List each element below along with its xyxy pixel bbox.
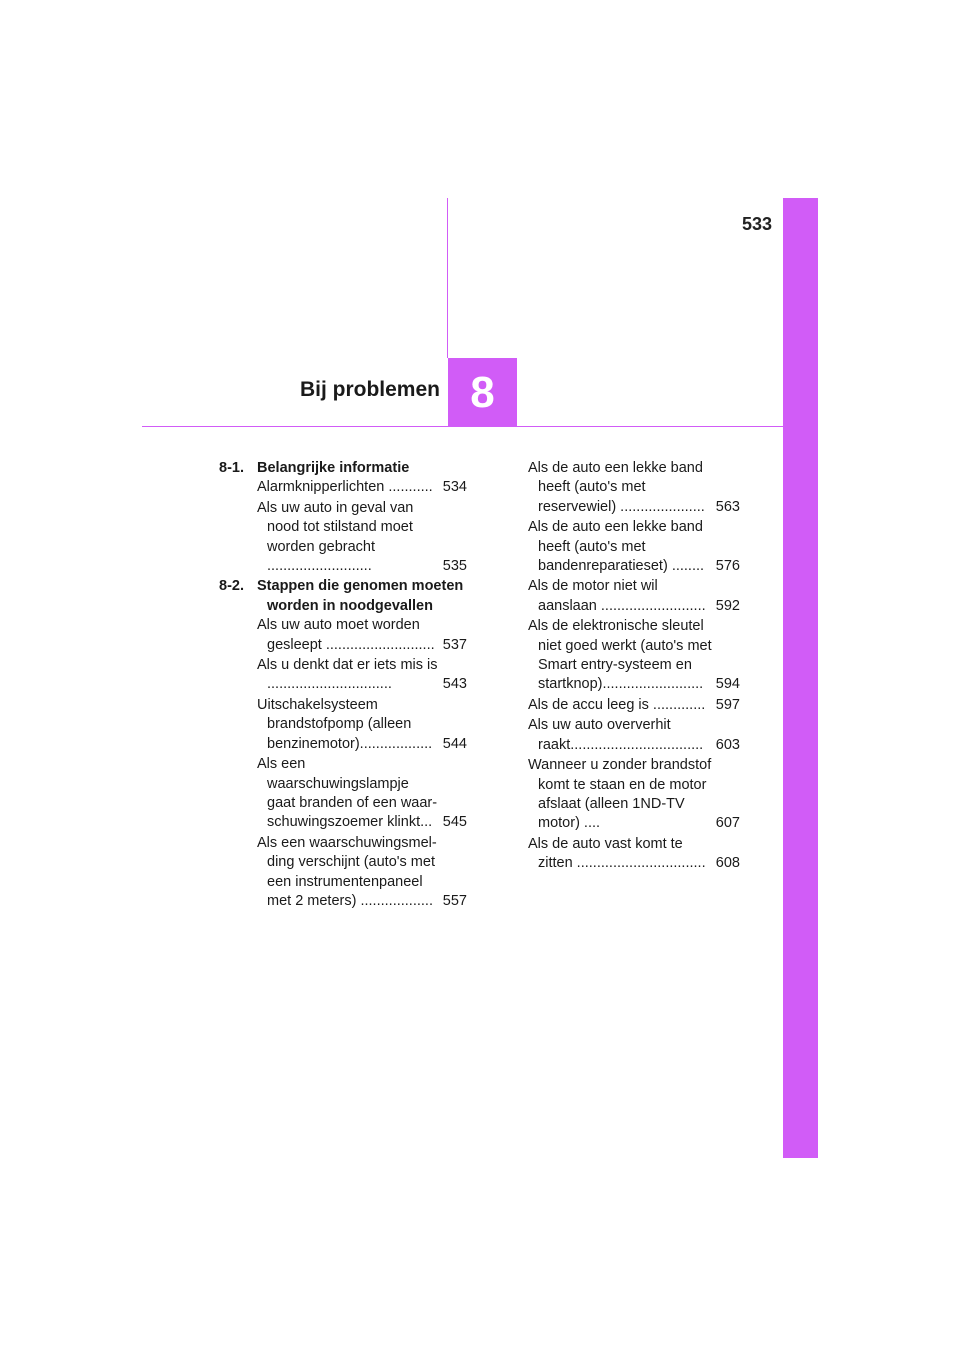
toc-entry-page: 592 [715,597,740,614]
chapter-thumb-tab [783,198,818,1158]
toc-entry-page: 607 [715,815,740,832]
page-number: 533 [741,214,772,234]
toc-entry-text: Als de auto een lekke band heeft (auto's met reservewiel) ..................... [528,460,705,515]
toc-right-column [528,459,740,875]
toc-entry-page: 544 [442,735,467,752]
toc-entry[interactable] [257,755,467,833]
toc-entry[interactable] [257,656,467,695]
chapter-number: 8 [470,367,495,417]
toc-entry[interactable] [528,577,740,616]
toc-entry[interactable] [257,499,467,577]
toc-entry-text: Uitschakelsysteem brandstofpomp (alleen benzinemotor).................. [257,696,433,752]
toc-entry-page: 545 [442,814,467,831]
toc-entry[interactable] [528,518,740,576]
toc-entry-text: Alarmknipperlichten ........... [257,479,433,496]
section-title[interactable]: Belangrijke informatie [257,460,410,476]
toc-entry-page: 603 [715,736,740,753]
toc-entry-page: 557 [442,892,467,909]
toc-entry-text: Als een waarschuwingslampje gaat branden of een waar-schuwingszoemer klinkt... [257,756,438,831]
toc-entry-text: Als de auto vast komt te zitten ................................ [528,835,706,872]
toc-entry-text: Als uw auto in geval van nood tot stilstand moet worden gebracht .......................... [257,499,414,575]
toc-section-8-2 [219,577,467,911]
toc-entry-page: 576 [715,558,740,575]
toc-entry[interactable] [528,696,740,715]
toc-entry-text: Als uw auto oververhit raakt................................. [528,717,704,753]
toc-entry-page: 534 [442,479,467,496]
toc-entry[interactable] [257,478,467,497]
toc-entry-page: 597 [715,696,740,713]
toc-entry[interactable] [257,696,467,754]
toc-entry-text: Wanneer u zonder brandstof komt te staan en de motor afslaat (alleen 1ND-TV motor) .... [528,757,712,832]
toc-entry[interactable] [528,716,740,755]
toc-entry[interactable] [528,756,740,834]
toc-entry[interactable] [528,835,740,874]
section-title[interactable]: Stappen die genomen moeten worden in noodgevallen [257,578,464,614]
toc-entry-text: Als de motor niet wil aanslaan .......................... [528,578,706,614]
toc-entry-page: 608 [715,855,740,872]
section-number: 8-2. [219,578,244,595]
toc-entry-page: 537 [442,636,467,653]
toc-entry-text: Als de auto een lekke band heeft (auto's met bandenreparatieset) ........ [528,519,705,575]
toc-entry-page: 563 [715,498,740,515]
toc-entry-text: Als de accu leeg is ............. [528,696,706,713]
toc-entry-page: 543 [442,676,467,693]
section-number: 8-1. [219,460,244,476]
toc-entry-page: 535 [442,558,467,575]
toc-entry-page: 594 [715,676,740,693]
chapter-title: Bij problemen [299,378,440,401]
toc-entry[interactable] [528,617,740,695]
toc-section-8-1 [219,459,467,576]
header-vertical-rule [447,198,448,358]
toc-entry[interactable] [528,459,740,517]
toc-entry[interactable] [257,834,467,912]
toc-entry-text: Als uw auto moet worden gesleept ........................... [257,617,435,653]
toc-entry-text: Als de elektronische sleutel niet goed werkt (auto's met Smart entry-systeem en startknop)......................... [528,618,712,693]
toc-left-column [219,459,467,912]
toc-entry-text: Als u denkt dat er iets mis is ............................... [257,657,438,693]
chapter-number-badge [448,358,517,427]
toc-entry[interactable] [257,616,467,655]
toc-entry-text: Als een waarschuwingsmel-ding verschijnt (auto's met een instrumentenpaneel met 2 meters) .................. [257,834,437,909]
